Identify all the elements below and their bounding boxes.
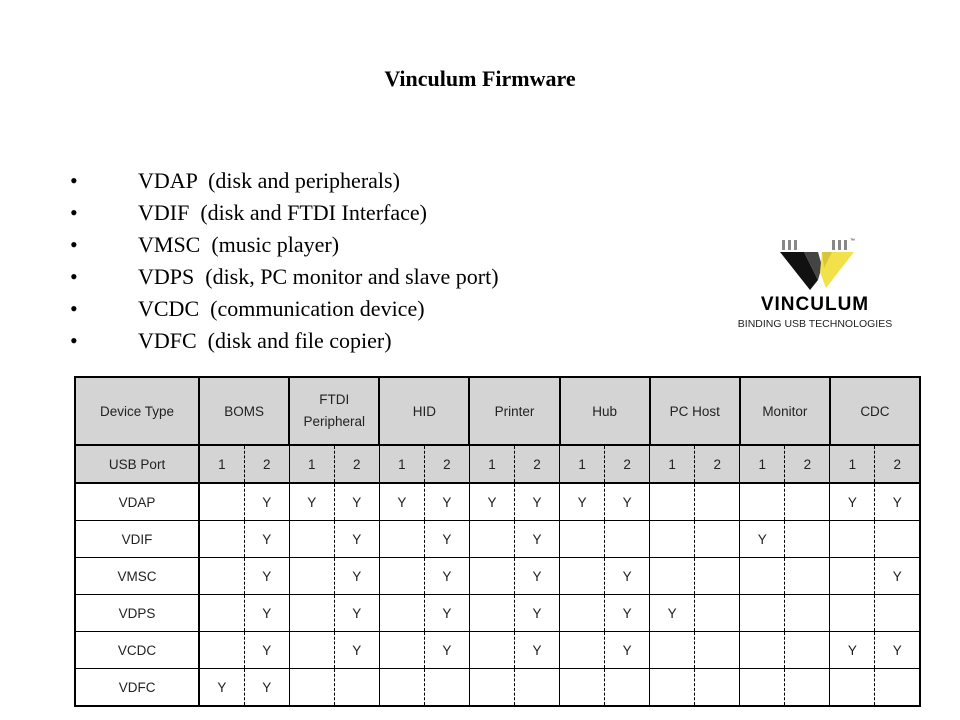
support-cell: Y	[605, 558, 650, 595]
support-cell	[740, 558, 785, 595]
support-cell	[289, 669, 334, 707]
support-cell	[785, 558, 830, 595]
port-cell: 1	[379, 445, 424, 483]
row-label: VCDC	[75, 632, 199, 669]
support-cell: Y	[875, 558, 920, 595]
support-cell: Y	[244, 595, 289, 632]
list-item-text: VMSC (music player)	[138, 232, 340, 257]
column-header: Printer	[469, 377, 559, 445]
column-header: HID	[379, 377, 469, 445]
support-cell	[830, 558, 875, 595]
support-cell: Y	[424, 558, 469, 595]
row-label: VDAP	[75, 483, 199, 521]
support-cell: Y	[289, 483, 334, 521]
support-cell	[695, 521, 740, 558]
support-cell	[830, 595, 875, 632]
port-cell: 2	[695, 445, 740, 483]
port-cell: 2	[785, 445, 830, 483]
support-cell: Y	[514, 558, 559, 595]
support-cell: Y	[605, 632, 650, 669]
column-header: Device Type	[75, 377, 199, 445]
port-cell: 2	[605, 445, 650, 483]
bullet-icon: •	[70, 232, 78, 257]
port-cell: 1	[199, 445, 244, 483]
support-cell	[560, 558, 605, 595]
support-cell	[469, 521, 514, 558]
support-cell: Y	[244, 483, 289, 521]
support-cell	[334, 669, 379, 707]
support-cell: Y	[334, 521, 379, 558]
support-cell: Y	[334, 595, 379, 632]
table-row	[75, 632, 920, 669]
support-cell	[289, 595, 334, 632]
table-row	[75, 595, 920, 632]
column-header: PC Host	[650, 377, 740, 445]
support-cell	[650, 521, 695, 558]
support-cell	[199, 521, 244, 558]
support-cell: Y	[514, 595, 559, 632]
support-cell	[695, 483, 740, 521]
port-cell: 2	[514, 445, 559, 483]
support-cell	[560, 632, 605, 669]
support-cell	[650, 558, 695, 595]
column-header	[289, 377, 379, 445]
support-cell: Y	[875, 632, 920, 669]
port-cell: 2	[875, 445, 920, 483]
port-cell: 1	[289, 445, 334, 483]
trademark-icon: ™	[850, 238, 855, 244]
column-header: Hub	[560, 377, 650, 445]
list-item-text: VCDC (communication device)	[138, 296, 425, 321]
port-cell: 1	[740, 445, 785, 483]
logo-tagline: BINDING USB TECHNOLOGIES	[737, 318, 893, 330]
support-cell: Y	[244, 669, 289, 707]
support-cell: Y	[514, 483, 559, 521]
support-cell	[560, 595, 605, 632]
support-cell: Y	[244, 632, 289, 669]
support-cell	[740, 483, 785, 521]
support-cell	[379, 521, 424, 558]
support-cell: Y	[244, 521, 289, 558]
column-header-line: FTDI	[319, 392, 350, 407]
support-cell	[650, 669, 695, 707]
support-cell: Y	[334, 632, 379, 669]
row-label: VDPS	[75, 595, 199, 632]
support-cell	[830, 669, 875, 707]
support-cell	[560, 521, 605, 558]
row-label: VDIF	[75, 521, 199, 558]
bullet-icon: •	[70, 328, 78, 353]
row-label: USB Port	[75, 445, 199, 483]
port-cell: 2	[334, 445, 379, 483]
support-cell	[514, 669, 559, 707]
bullet-icon: •	[70, 200, 78, 225]
bullet-icon: •	[70, 168, 78, 193]
row-label: VDFC	[75, 669, 199, 707]
support-cell: Y	[650, 595, 695, 632]
support-cell: Y	[830, 632, 875, 669]
port-cell: 1	[560, 445, 605, 483]
bullet-icon: •	[70, 296, 78, 321]
list-item-text: VDPS (disk, PC monitor and slave port)	[138, 264, 499, 289]
support-cell: Y	[560, 483, 605, 521]
port-cell: 1	[830, 445, 875, 483]
support-cell: Y	[244, 558, 289, 595]
support-cell: Y	[424, 483, 469, 521]
support-cell: Y	[424, 632, 469, 669]
port-cell: 1	[469, 445, 514, 483]
support-cell	[740, 595, 785, 632]
support-cell: Y	[469, 483, 514, 521]
support-cell	[785, 632, 830, 669]
support-cell: Y	[334, 558, 379, 595]
support-cell	[875, 669, 920, 707]
vinculum-mark-icon	[778, 236, 858, 292]
support-cell	[199, 483, 244, 521]
support-cell: Y	[334, 483, 379, 521]
support-cell	[695, 595, 740, 632]
column-header-line: Peripheral	[303, 414, 366, 429]
firmware-support-table	[74, 376, 921, 707]
support-cell	[695, 669, 740, 707]
support-cell	[740, 669, 785, 707]
support-cell	[424, 669, 469, 707]
support-cell	[199, 632, 244, 669]
support-cell	[740, 632, 785, 669]
support-cell	[785, 483, 830, 521]
support-cell: Y	[605, 595, 650, 632]
support-cell	[785, 595, 830, 632]
support-cell	[469, 632, 514, 669]
support-cell: Y	[740, 521, 785, 558]
support-cell	[289, 558, 334, 595]
support-cell: Y	[875, 483, 920, 521]
column-header: BOMS	[199, 377, 289, 445]
support-cell	[560, 669, 605, 707]
column-header: Monitor	[740, 377, 830, 445]
support-cell	[695, 558, 740, 595]
table-header-row	[75, 377, 920, 445]
column-header: CDC	[830, 377, 920, 445]
support-cell	[469, 669, 514, 707]
support-cell	[875, 595, 920, 632]
support-cell	[199, 558, 244, 595]
support-cell: Y	[514, 632, 559, 669]
support-cell: Y	[199, 669, 244, 707]
slide-title: Vinculum Firmware	[384, 66, 576, 91]
list-item-text: VDIF (disk and FTDI Interface)	[138, 200, 427, 225]
support-cell: Y	[379, 483, 424, 521]
support-cell	[199, 595, 244, 632]
bullet-icon: •	[70, 264, 78, 289]
support-cell	[379, 669, 424, 707]
support-cell	[875, 521, 920, 558]
port-cell: 2	[424, 445, 469, 483]
support-cell	[785, 521, 830, 558]
table-row	[75, 521, 920, 558]
port-cell: 2	[244, 445, 289, 483]
support-cell: Y	[605, 483, 650, 521]
support-cell	[785, 669, 830, 707]
logo-wordmark: VINCULUM	[760, 294, 870, 315]
support-cell	[379, 632, 424, 669]
support-cell	[379, 595, 424, 632]
support-cell	[605, 669, 650, 707]
support-cell: Y	[830, 483, 875, 521]
support-cell	[650, 483, 695, 521]
table-row	[75, 558, 920, 595]
support-cell: Y	[514, 521, 559, 558]
row-label: VMSC	[75, 558, 199, 595]
support-cell	[469, 558, 514, 595]
support-cell	[695, 632, 740, 669]
table-row	[75, 483, 920, 521]
list-item-text: VDFC (disk and file copier)	[138, 328, 392, 353]
support-cell	[650, 632, 695, 669]
list-item-text: VDAP (disk and peripherals)	[138, 168, 400, 193]
support-cell: Y	[424, 521, 469, 558]
support-cell	[289, 521, 334, 558]
support-cell	[605, 521, 650, 558]
port-cell: 1	[650, 445, 695, 483]
support-cell	[289, 632, 334, 669]
usb-port-row	[75, 445, 920, 483]
vinculum-logo	[730, 236, 900, 336]
support-cell: Y	[424, 595, 469, 632]
support-cell	[469, 595, 514, 632]
support-cell	[830, 521, 875, 558]
support-cell	[379, 558, 424, 595]
table-row	[75, 669, 920, 707]
